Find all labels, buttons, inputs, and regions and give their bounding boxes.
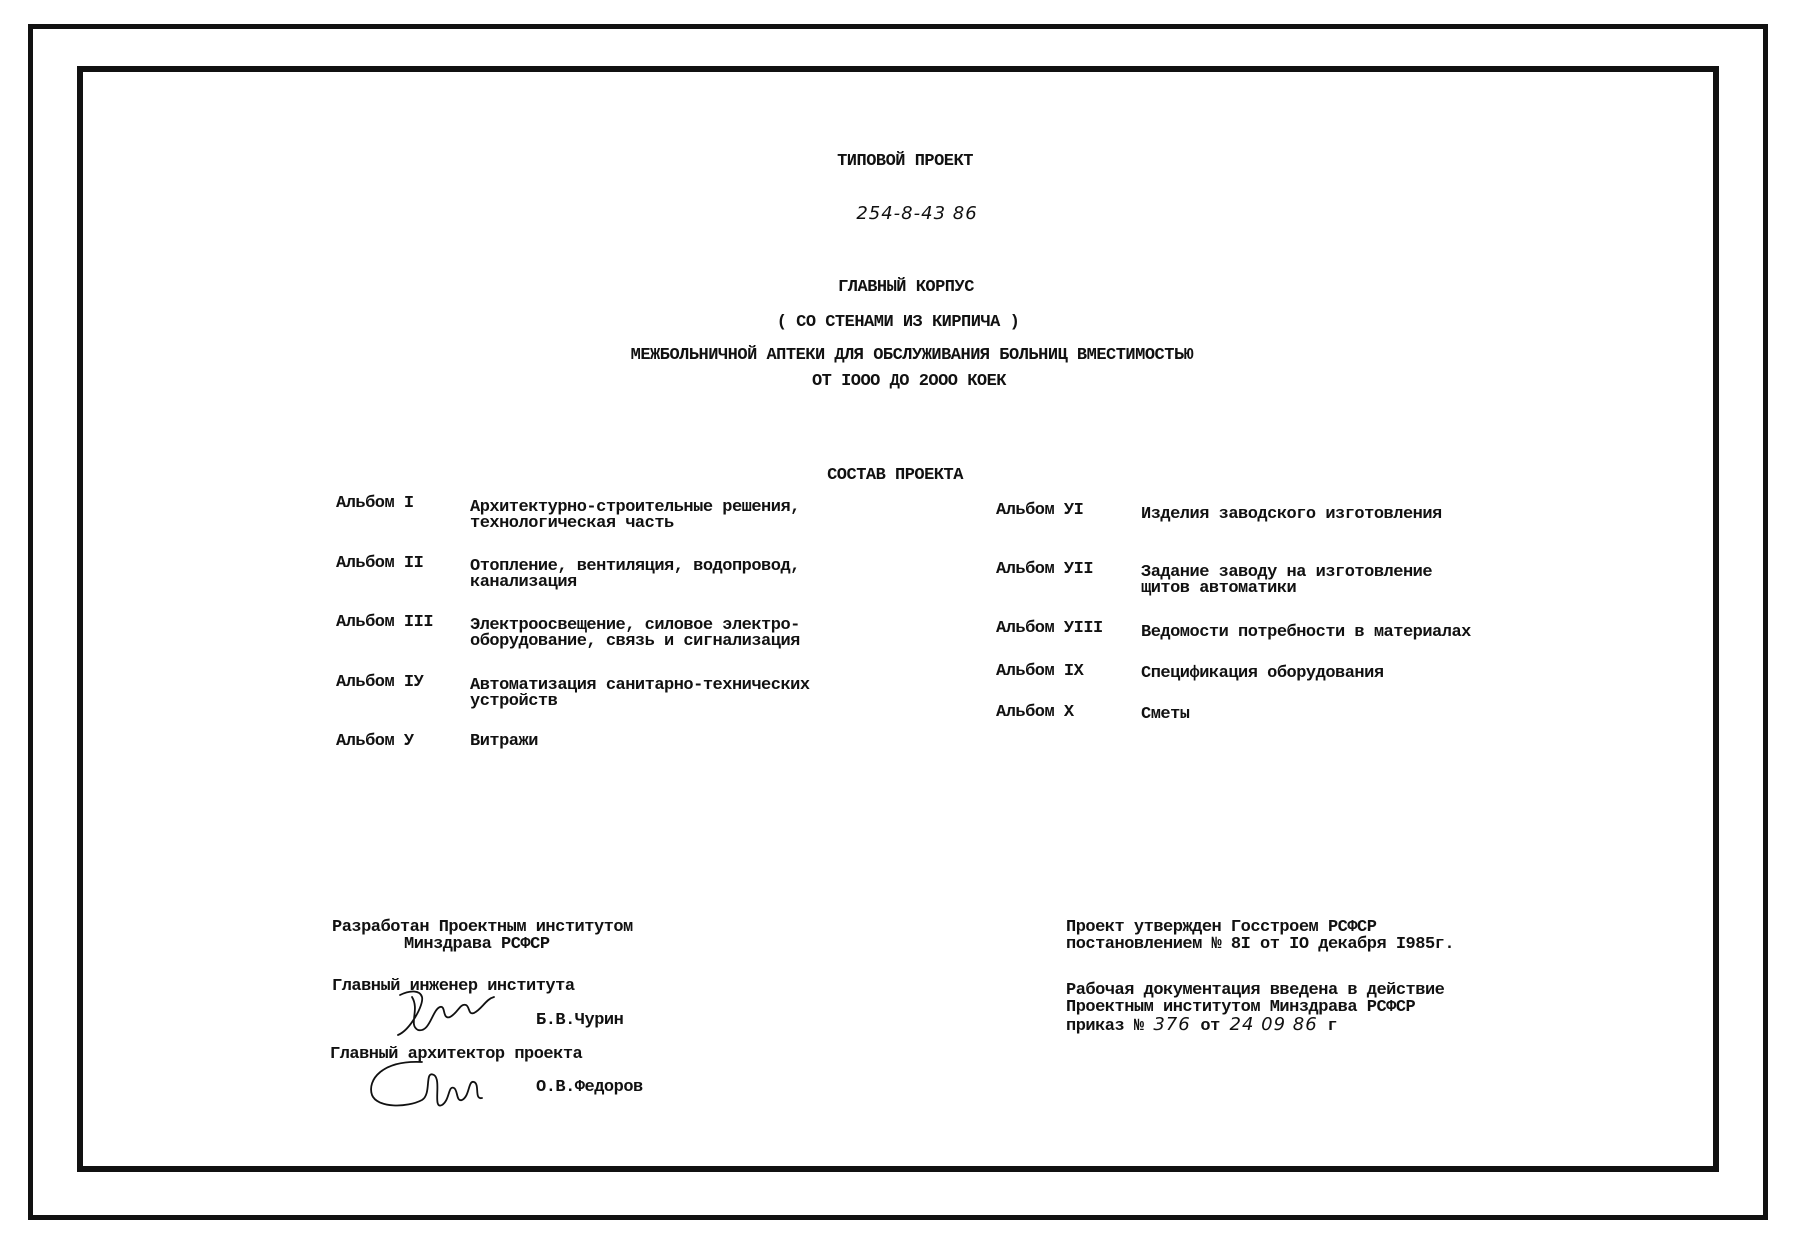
approval-order: [1066, 1014, 1338, 1036]
album-4-desc-2: устройств: [470, 692, 558, 711]
album-3-desc-2: оборудование, связь и сигнализация: [470, 632, 800, 651]
album-7-desc-1: Задание заводу на изготовление: [1141, 563, 1433, 582]
approval-line-2: постановлением № 8I от IO декабря I985г.: [1066, 935, 1455, 954]
order-date: 24 09 86: [1229, 1014, 1318, 1035]
chief-architect-signature: [362, 1050, 502, 1115]
chief-architect-name: О.В.Федоров: [536, 1078, 643, 1097]
album-5-label: Альбом У: [336, 732, 414, 751]
album-10-desc-1: Сметы: [1141, 705, 1190, 724]
album-7-label: Альбом УII: [996, 560, 1094, 579]
chief-architect-label: Главный архитектор проекта: [330, 1045, 583, 1064]
album-2-desc-2: канализация: [470, 573, 577, 592]
album-3-desc-1: Электроосвещение, силовое электро-: [470, 616, 800, 635]
album-3-label: Альбом III: [336, 613, 434, 632]
title-line-2: ( СО СТЕНАМИ ИЗ КИРПИЧА ): [776, 313, 1020, 332]
album-10-label: Альбом X: [996, 703, 1074, 722]
chief-engineer-signature: [390, 985, 500, 1040]
album-4-desc-1: Автоматизация санитарно-технических: [470, 676, 810, 695]
album-4-label: Альбом IУ: [336, 673, 424, 692]
album-6-desc-1: Изделия заводского изготовления: [1141, 505, 1442, 524]
album-9-label: Альбом IX: [996, 662, 1084, 681]
album-7-desc-2: щитов автоматики: [1141, 579, 1297, 598]
project-number: 254-8-43 86: [856, 203, 978, 224]
album-6-label: Альбом УI: [996, 501, 1084, 520]
composition-heading: СОСТАВ ПРОЕКТА: [827, 466, 963, 485]
approval-line-4: Проектным институтом Минздрава РСФСР: [1066, 998, 1416, 1017]
album-5-desc-1: Витражи: [470, 732, 538, 751]
title-line-4: ОТ IOOO ДО 2OOO КОЕК: [811, 372, 1007, 391]
title-line-1: ГЛАВНЫЙ КОРПУС: [838, 278, 974, 297]
developer-line-1: Разработан Проектным институтом: [332, 918, 633, 937]
inner-border: [77, 66, 1719, 1172]
album-1-label: Альбом I: [336, 494, 414, 513]
approval-line-1: Проект утвержден Госстроем РСФСР: [1066, 918, 1377, 937]
developer-line-2: Минздрава РСФСР: [404, 935, 550, 954]
chief-engineer-label: Главный инженер института: [332, 977, 575, 996]
type-label: ТИПОВОЙ ПРОЕКТ: [837, 152, 973, 171]
order-from: от: [1200, 1017, 1220, 1036]
album-9-desc-1: Спецификация оборудования: [1141, 664, 1384, 683]
album-8-label: Альбом УIII: [996, 619, 1103, 638]
album-1-desc-1: Архитектурно-строительные решения,: [470, 498, 800, 517]
title-line-3: МЕЖБОЛЬНИЧНОЙ АПТЕКИ ДЛЯ ОБСЛУЖИВАНИЯ БОЛЬНИЦ ВМЕСТИМОСТЬЮ: [630, 346, 1194, 365]
album-8-desc-1: Ведомости потребности в материалах: [1141, 623, 1471, 642]
chief-engineer-name: Б.В.Чурин: [536, 1011, 624, 1030]
order-prefix: приказ №: [1066, 1017, 1144, 1036]
order-suffix: г: [1327, 1017, 1338, 1036]
order-number: 376: [1153, 1014, 1191, 1035]
album-2-desc-1: Отопление, вентиляция, водопровод,: [470, 557, 800, 576]
album-1-desc-2: технологическая часть: [470, 514, 674, 533]
album-2-label: Альбом II: [336, 554, 424, 573]
approval-line-3: Рабочая документация введена в действие: [1066, 981, 1445, 1000]
